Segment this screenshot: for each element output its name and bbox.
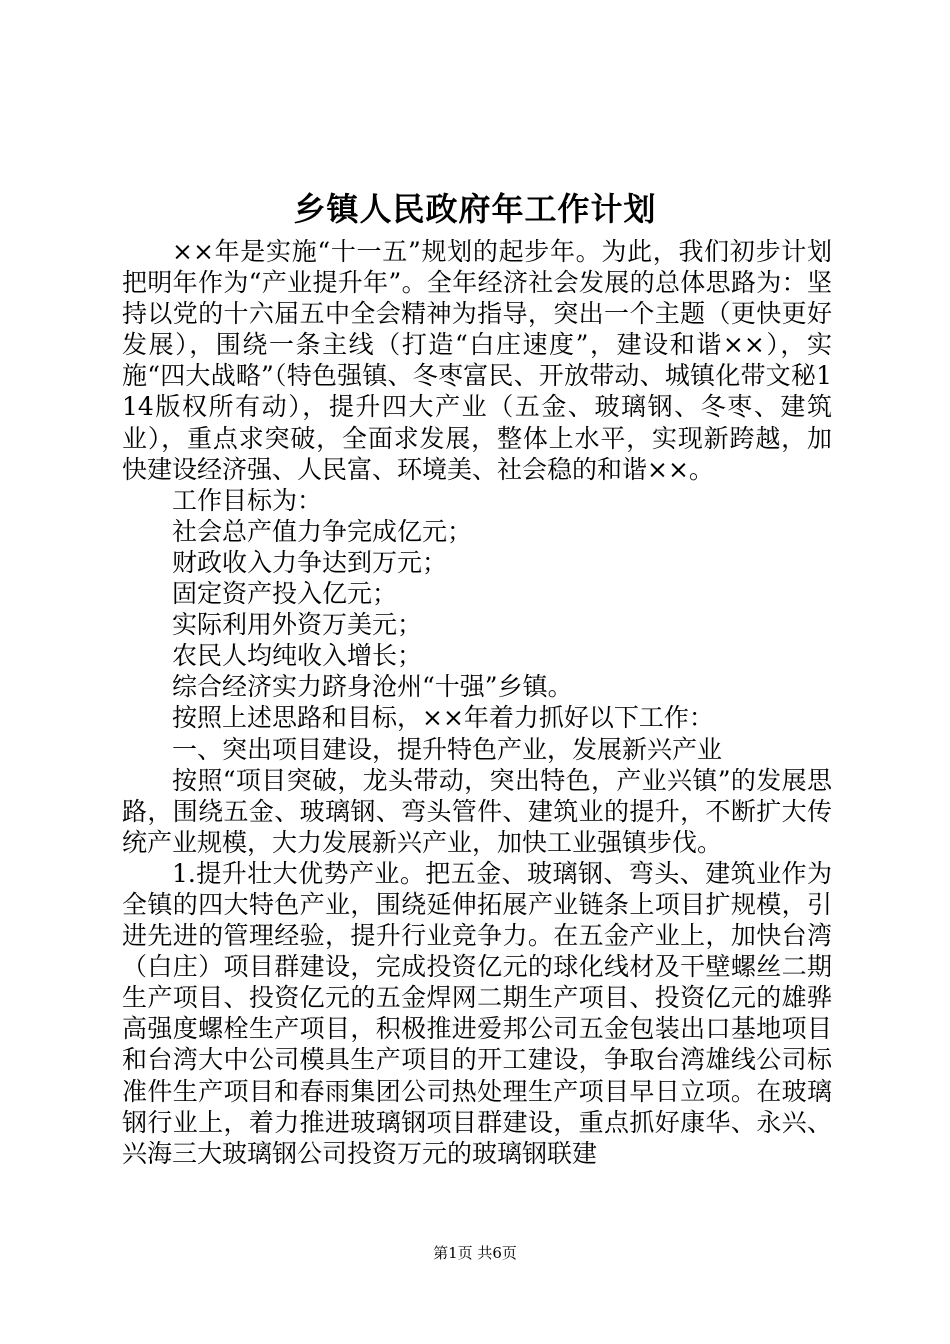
- page-footer: 第1页 共6页: [433, 1244, 517, 1262]
- paragraph-item-1: 1.提升壮大优势产业。把五金、玻璃钢、弯头、建筑业作为全镇的四大特色产业，围绕延伸拓展产业链条上项目扩规模，引进先进的管理经验，提升行业竞争力。在五金产业上，加快台湾（白庄）项目群建设，完成投资亿元的球化线材及干壁螺丝二期生产项目、投资亿元的五金焊网二期生产项目、投资亿元的雄骅高强度螺栓生产项目，积极推进爱邦公司五金包装出口基地项目和台湾大中公司模具生产项目的开工建设，争取台湾雄线公司标准件生产项目和春雨集团公司热处理生产项目早日立项。在玻璃钢行业上，着力推进玻璃钢项目群建设，重点抓好康华、永兴、兴海三大玻璃钢公司投资万元的玻璃钢联建: [122, 858, 832, 1168]
- paragraph-goals-heading: 工作目标为：: [172, 485, 323, 515]
- paragraph-intro: ××年是实施“十一五”规划的起步年。为此，我们初步计划把明年作为“产业提升年”。全年经济社会发展的总体思路为：坚持以党的十六届五中全会精神为指导，突出一个主题（更快更好发展），围绕一条主线（打造“白庄速度”，建设和谐××），实施“四大战略”（特色强镇、冬枣富民、开放带动、城镇化带文秘114版权所有动），提升四大产业（五金、玻璃钢、冬枣、建筑业），重点求突破，全面求发展，整体上水平，实现新跨越，加快建设经济强、人民富、环境美、社会稳的和谐××。: [122, 237, 832, 484]
- paragraph-goal-foreign-capital: 实际利用外资万美元；: [172, 610, 423, 640]
- section-heading-1: 一、突出项目建设，提升特色产业，发展新兴产业: [172, 734, 723, 764]
- page-title: 乡镇人民政府年工作计划: [293, 190, 657, 228]
- paragraph-goal-investment: 固定资产投入亿元；: [172, 579, 398, 609]
- paragraph-goal-income: 农民人均纯收入增长；: [172, 641, 423, 671]
- paragraph-work-intro: 按照上述思路和目标，××年着力抓好以下工作：: [172, 703, 714, 733]
- paragraph-goal-ranking: 综合经济实力跻身沧州“十强”乡镇。: [172, 672, 573, 702]
- paragraph-goal-output: 社会总产值力争完成亿元；: [172, 516, 473, 546]
- paragraph-section-1-intro: 按照“项目突破，龙头带动，突出特色，产业兴镇”的发展思路，围绕五金、玻璃钢、弯头管件、建筑业的提升，不断扩大传统产业规模，大力发展新兴产业，加快工业强镇步伐。: [122, 765, 832, 857]
- document-body: [122, 236, 832, 1169]
- paragraph-goal-revenue: 财政收入力争达到万元；: [172, 547, 448, 577]
